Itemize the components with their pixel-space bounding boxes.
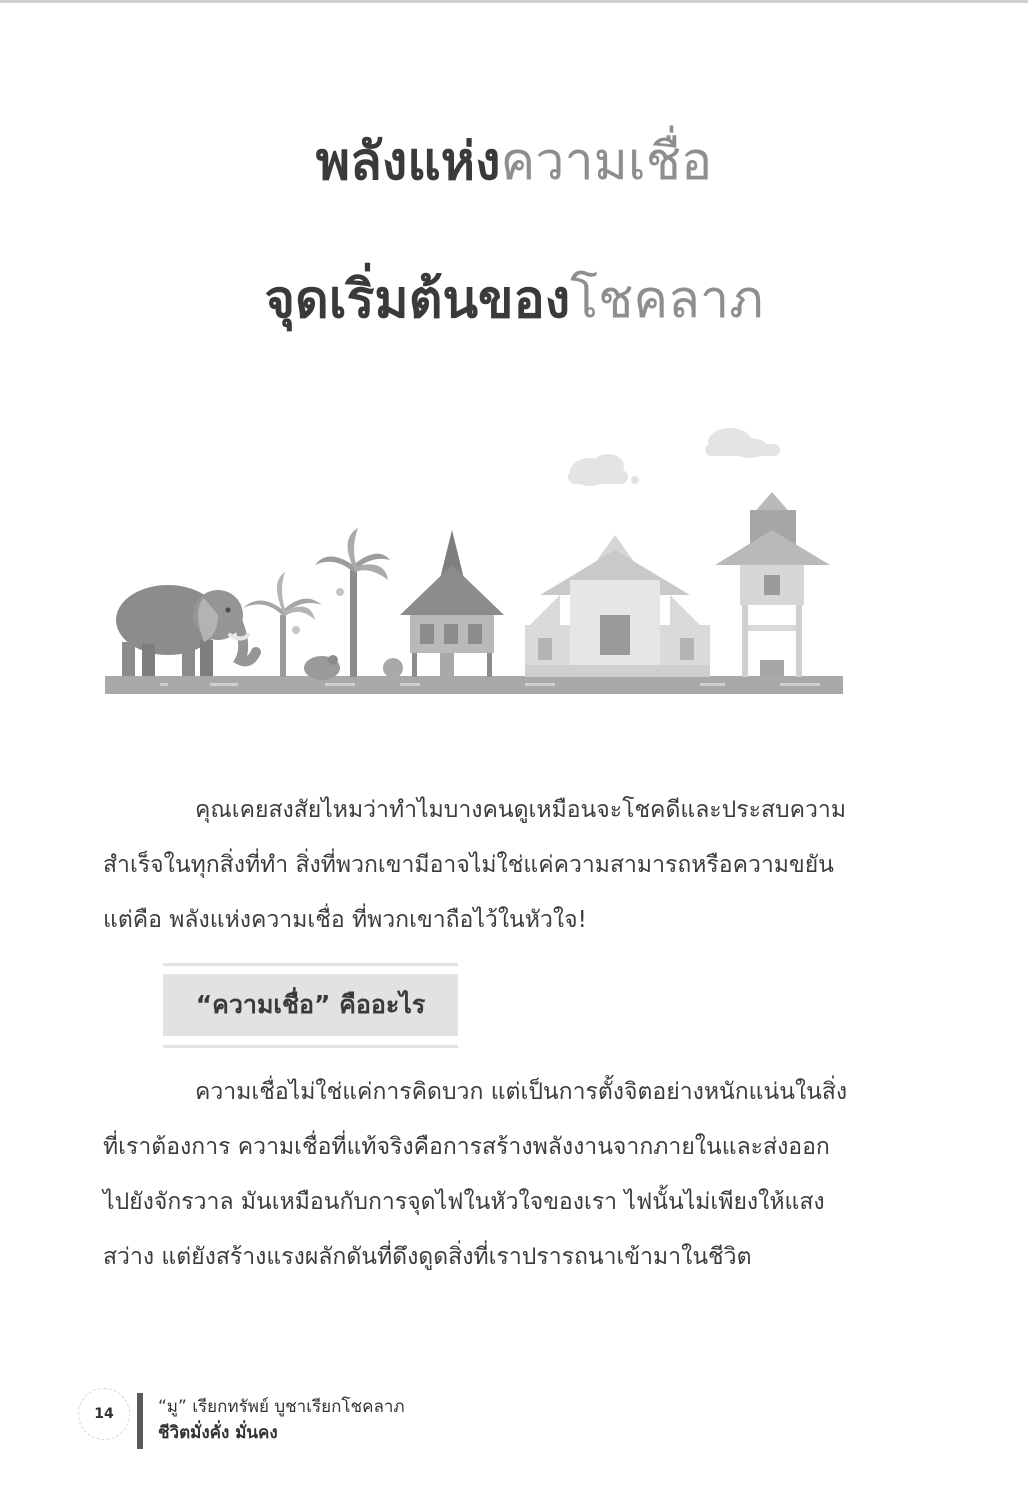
thai-temple-icon — [525, 535, 710, 677]
divider — [163, 963, 458, 966]
chapter-title-line-2 — [0, 268, 1028, 332]
book-title — [158, 1394, 405, 1446]
intro-paragraph-text: คุณเคยสงสัยไหมว่าทำไมบางคนดูเหมือนจะโชคดีและประสบความสำเร็จในทุกสิ่งที่ทำ สิ่งที่พวกเขามีอาจไม่ใช่แค่ความสามารถหรือความขยัน แต่คือ พลังแห่งความเชื่อ ที่พวกเขาถือไว้ในหัวใจ! — [103, 797, 846, 933]
book-title-line-1: “มู” เรียกทรัพย์ บูชาเรียกโชคลาภ — [158, 1397, 405, 1417]
body-paragraph — [103, 1065, 851, 1285]
thai-house-icon — [400, 530, 504, 677]
bell-tower-icon — [715, 492, 830, 677]
footer-divider — [137, 1393, 143, 1449]
title-dark-part: พลังแห่ง — [315, 132, 501, 192]
chapter-title-line-1 — [0, 130, 1028, 194]
title-dark-part: จุดเริ่มต้นของ — [264, 270, 571, 330]
elephant-icon — [116, 585, 256, 676]
title-light-part: ความเชื่อ — [500, 132, 713, 192]
palm-tree-icon — [243, 528, 390, 677]
book-title-line-2: ชีวิตมั่งคั่ง มั่นคง — [158, 1423, 278, 1443]
intro-paragraph — [103, 783, 851, 948]
section-heading-block — [163, 963, 458, 1049]
top-border — [0, 0, 1028, 3]
thai-landscape-illustration — [100, 420, 860, 710]
page-number: 14 — [78, 1388, 130, 1440]
section-heading: “ความเชื่อ” คืออะไร — [163, 974, 458, 1036]
title-light-part: โชคลาภ — [570, 270, 764, 330]
cloud-icon — [568, 428, 780, 486]
body-paragraph-text: ความเชื่อไม่ใช่แค่การคิดบวก แต่เป็นการตั้งจิตอย่างหนักแน่นในสิ่งที่เราต้องการ ความเชื่อที่แท้จริงคือการสร้างพลังงานจากภายในและส่งออกไปยังจักรวาล มันเหมือนกับการจุดไฟในหัวใจของเรา ไฟนั้นไม่เพียงให้แสงสว่าง แต่ยังสร้างแรงผลักดันที่ดึงดูดสิ่งที่เราปรารถนาเข้ามาในชีวิต — [103, 1079, 848, 1270]
divider — [163, 1045, 458, 1048]
